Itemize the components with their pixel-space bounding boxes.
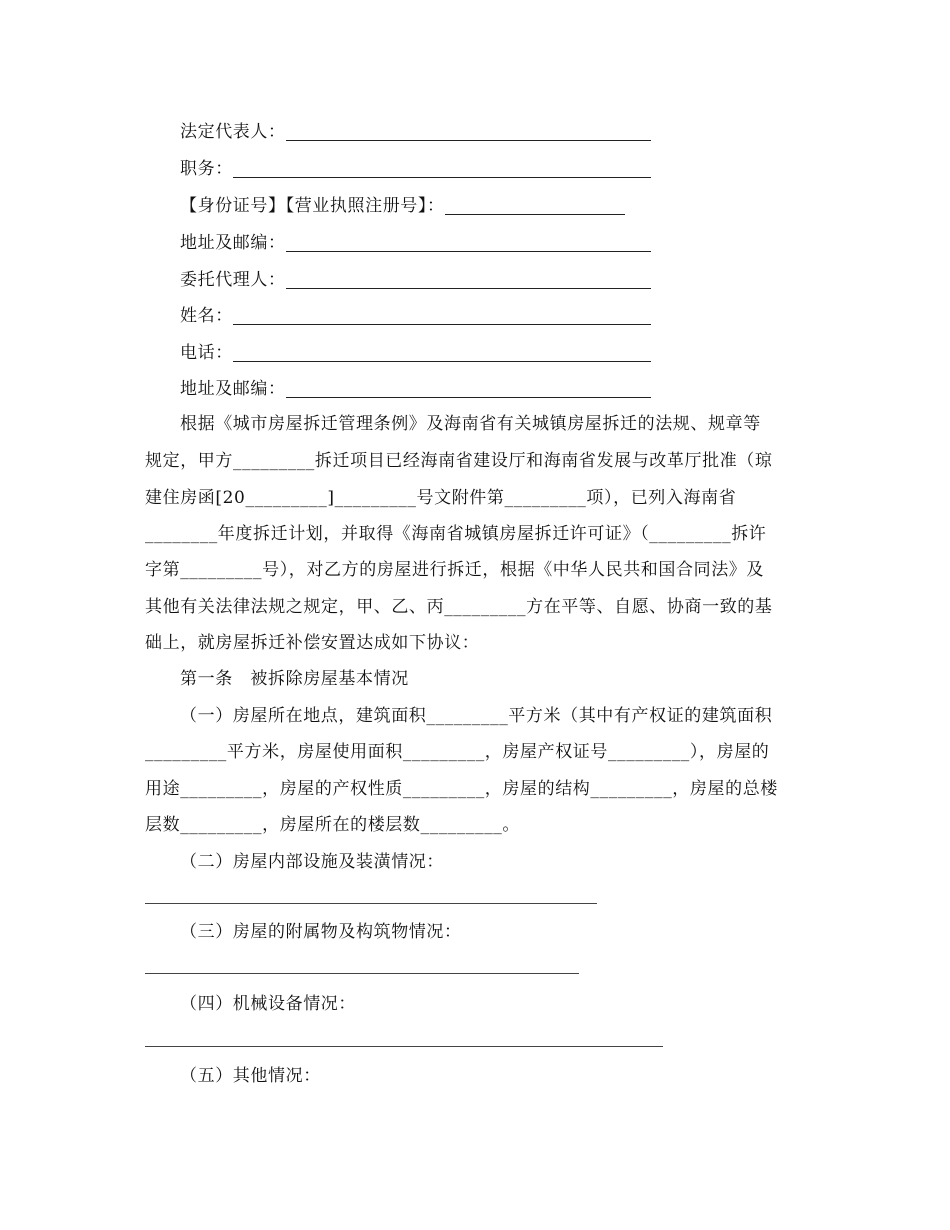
paragraph-line: 础上，就房屋拆迁补偿安置达成如下协议： [145,633,480,653]
field-id-number [180,194,625,218]
blank-line [233,347,651,362]
field-legal-representative [180,120,651,144]
blank-line [286,237,651,252]
paragraph-line: 建住房函[20_________]_________号文附件第_________项），已列入海南省 [145,488,737,508]
field-label: 地址及邮编： [180,233,286,253]
article-title: 第一条 被拆除房屋基本情况 [180,669,409,689]
field-position [180,157,651,181]
field-address-2 [180,377,651,401]
field-label: 委托代理人： [180,270,286,290]
field-label: 法定代表人： [180,122,286,142]
paragraph-line: 字第_________号），对乙方的房屋进行拆迁，根据《中华人民共和国合同法》及 [145,560,764,580]
paragraph-line: 规定，甲方_________拆迁项目已经海南省建设厅和海南省发展与改革厅批准（琼 [145,451,773,471]
item-1-line: （一）房屋所在地点，建筑面积_________平方米（其中有产权证的建筑面积 [180,706,773,726]
field-address [180,231,651,255]
blank-line [233,163,651,178]
item-3-heading: （三）房屋的附属物及构筑物情况： [180,922,462,942]
field-label: 职务： [180,159,233,179]
paragraph-line: 根据《城市房屋拆迁管理条例》及海南省有关城镇房屋拆迁的法规、规章等 [180,414,761,434]
item-5-heading: （五）其他情况： [180,1066,321,1086]
blank-line [286,274,651,289]
field-phone [180,341,651,365]
blank-rule [145,973,579,974]
field-label: 姓名： [180,306,233,326]
field-label: 【身份证号】【营业执照注册号】： [180,196,445,216]
field-label: 地址及邮编： [180,379,286,399]
paragraph-line: 其他有关法律法规之规定，甲、乙、丙_________方在平等、自愿、协商一致的基 [145,597,773,617]
blank-line [445,200,625,215]
blank-rule [145,1046,663,1047]
blank-rule [145,903,597,904]
item-2-heading: （二）房屋内部设施及装潢情况： [180,852,444,872]
item-1-line: 用途_________，房屋的产权性质_________，房屋的结构_________，房屋的总楼 [145,779,778,799]
field-name [180,304,651,328]
blank-line [286,126,651,141]
blank-line [233,310,651,325]
field-label: 电话： [180,343,233,363]
paragraph-line: ________年度拆迁计划，并取得《海南省城镇房屋拆迁许可证》（_________拆许 [145,524,767,544]
item-1-line: 层数_________，房屋所在的楼层数_________。 [145,815,520,835]
item-1-line: _________平方米，房屋使用面积_________，房屋产权证号_________），房屋的 [145,742,770,762]
field-agent [180,268,651,292]
blank-line [286,383,651,398]
item-4-heading: （四）机械设备情况： [180,994,356,1014]
